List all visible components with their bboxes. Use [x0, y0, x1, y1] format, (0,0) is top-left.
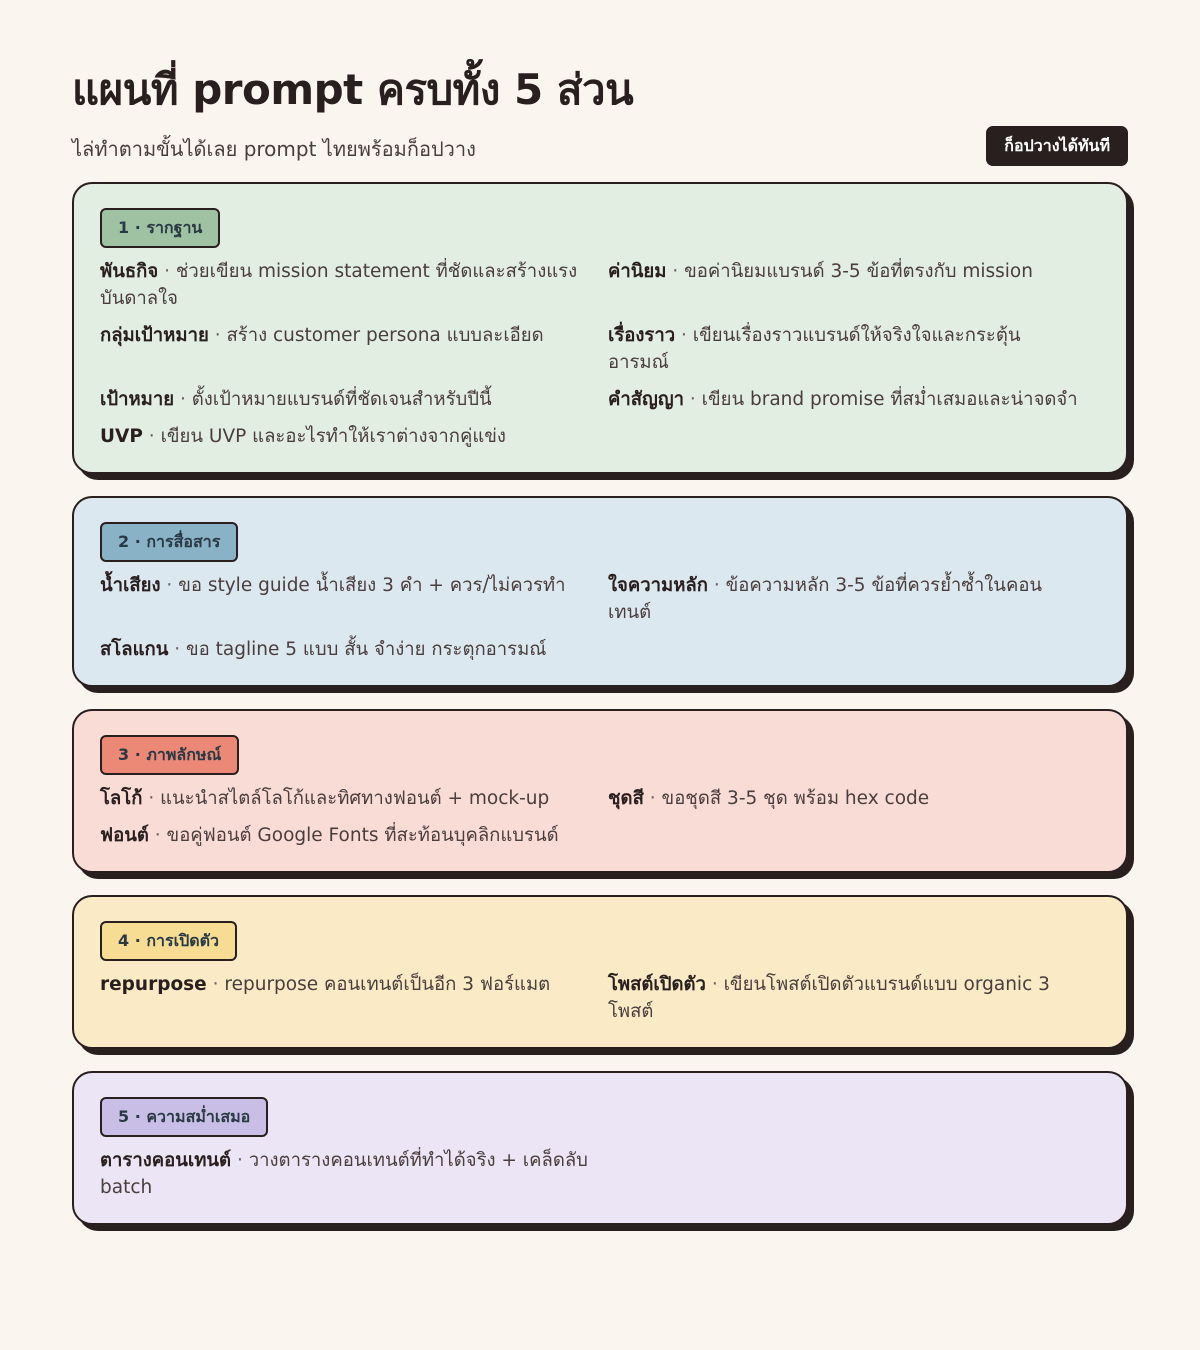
prompt-topic: คำสัญญา — [608, 389, 684, 410]
prompt-item[interactable] — [100, 785, 590, 812]
subtitle-row — [72, 130, 1128, 170]
section-label-badge: 1 · รากฐาน — [100, 208, 220, 248]
prompt-text: ขอชุดสี 3-5 ชุด พร้อม hex code — [661, 788, 930, 809]
prompt-topic: โลโก้ — [100, 788, 143, 809]
separator-dot: · — [154, 825, 161, 846]
section-label-badge: 3 · ภาพลักษณ์ — [100, 735, 239, 775]
prompt-text: ขอคู่ฟอนต์ Google Fonts ที่สะท้อนบุคลิกแบรนด์ — [166, 825, 559, 846]
prompt-text: เขียนโพสต์เปิดตัวแบรนด์แบบ organic 3 โพสต์ — [608, 974, 1050, 1022]
prompt-item[interactable] — [100, 386, 590, 413]
prompt-topic: ใจความหลัก — [608, 575, 708, 596]
prompt-topic: เรื่องราว — [608, 325, 676, 346]
separator-dot: · — [214, 325, 221, 346]
prompt-text: วางตารางคอนเทนต์ที่ทำได้จริง + เคล็ดลับ batch — [100, 1150, 588, 1198]
prompt-topic: สโลแกน — [100, 639, 169, 660]
prompt-item[interactable] — [608, 572, 1078, 626]
page-subtitle: ไล่ทำตามขั้นได้เลย prompt ไทยพร้อมก็อปวาง — [72, 137, 476, 161]
prompt-item[interactable] — [608, 258, 1078, 312]
separator-dot: · — [713, 575, 720, 596]
separator-dot: · — [148, 426, 155, 447]
prompt-topic: พันธกิจ — [100, 261, 159, 282]
prompt-item[interactable] — [100, 322, 590, 376]
section-label-badge: 5 · ความสม่ำเสมอ — [100, 1097, 268, 1137]
prompt-item[interactable] — [100, 971, 590, 1025]
separator-dot: · — [681, 325, 687, 346]
prompt-topic: ชุดสี — [608, 788, 644, 809]
prompt-text: ข้อความหลัก 3-5 ข้อที่ควรย้ำซ้ำในคอนเทนต์ — [608, 575, 1043, 623]
separator-dot: · — [179, 389, 186, 410]
prompt-topic: repurpose — [100, 974, 207, 995]
prompt-item[interactable] — [608, 971, 1078, 1025]
page — [72, 58, 1128, 1225]
prompt-item[interactable] — [608, 322, 1078, 376]
prompt-topic: กลุ่มเป้าหมาย — [100, 325, 209, 346]
sections-list — [72, 182, 1128, 1225]
prompt-text: ช่วยเขียน mission statement ที่ชัดและสร้างแรงบันดาลใจ — [100, 261, 578, 309]
prompt-text: repurpose คอนเทนต์เป็นอีก 3 ฟอร์แมต — [224, 974, 551, 995]
prompt-text: เขียน UVP และอะไรทำให้เราต่างจากคู่แข่ง — [160, 426, 506, 447]
prompt-text: เขียน brand promise ที่สม่ำเสมอและน่าจดจำ — [701, 389, 1078, 410]
prompt-grid — [100, 971, 1100, 1025]
prompt-topic: ตารางคอนเทนต์ — [100, 1150, 232, 1171]
prompt-text: ขอ style guide น้ำเสียง 3 คำ + ควร/ไม่ควรทำ — [178, 575, 566, 596]
section-card — [72, 895, 1128, 1049]
prompt-grid — [100, 572, 1100, 663]
prompt-item[interactable] — [608, 785, 1078, 812]
prompt-grid — [100, 1147, 1100, 1201]
prompt-text: แนะนำสไตล์โลโก้และทิศทางฟอนต์ + mock-up — [160, 788, 550, 809]
prompt-item[interactable] — [100, 423, 590, 450]
page-title: แผนที่ prompt ครบทั้ง 5 ส่วน — [72, 65, 634, 114]
prompt-topic: ค่านิยม — [608, 261, 667, 282]
separator-dot: · — [212, 974, 219, 995]
prompt-item[interactable] — [608, 386, 1078, 413]
separator-dot: · — [672, 261, 679, 282]
separator-dot: · — [148, 788, 155, 809]
separator-dot: · — [236, 1150, 243, 1171]
prompt-text: ตั้งเป้าหมายแบรนด์ที่ชัดเจนสำหรับปีนี้ — [191, 389, 492, 410]
section-label-badge: 2 · การสื่อสาร — [100, 522, 238, 562]
prompt-topic: UVP — [100, 426, 143, 447]
prompt-item[interactable] — [100, 636, 590, 663]
separator-dot: · — [711, 974, 718, 995]
prompt-topic: เป้าหมาย — [100, 389, 175, 410]
prompt-item[interactable] — [100, 258, 590, 312]
prompt-topic: น้ำเสียง — [100, 575, 161, 596]
section-card — [72, 182, 1128, 474]
prompt-topic: โพสต์เปิดตัว — [608, 974, 706, 995]
separator-dot: · — [166, 575, 173, 596]
prompt-grid — [100, 785, 1100, 849]
separator-dot: · — [174, 639, 181, 660]
copy-all-button[interactable]: ก็อปวางได้ทันที — [986, 126, 1128, 166]
prompt-text: สร้าง customer persona แบบละเอียด — [226, 325, 544, 346]
separator-dot: · — [649, 788, 656, 809]
section-card — [72, 1071, 1128, 1225]
section-card — [72, 709, 1128, 873]
separator-dot: · — [164, 261, 170, 282]
separator-dot: · — [689, 389, 696, 410]
prompt-text: ขอ tagline 5 แบบ สั้น จำง่าย กระตุกอารมณ์ — [186, 639, 547, 660]
section-label-badge: 4 · การเปิดตัว — [100, 921, 237, 961]
prompt-item[interactable] — [100, 572, 590, 626]
prompt-text: เขียนเรื่องราวแบรนด์ให้จริงใจและกระตุ้นอารมณ์ — [608, 325, 1021, 373]
prompt-item[interactable] — [100, 1147, 590, 1201]
prompt-grid — [100, 258, 1100, 450]
section-card — [72, 496, 1128, 687]
prompt-item[interactable] — [100, 822, 590, 849]
prompt-text: ขอค่านิยมแบรนด์ 3-5 ข้อที่ตรงกับ mission — [684, 261, 1033, 282]
prompt-topic: ฟอนต์ — [100, 825, 149, 846]
